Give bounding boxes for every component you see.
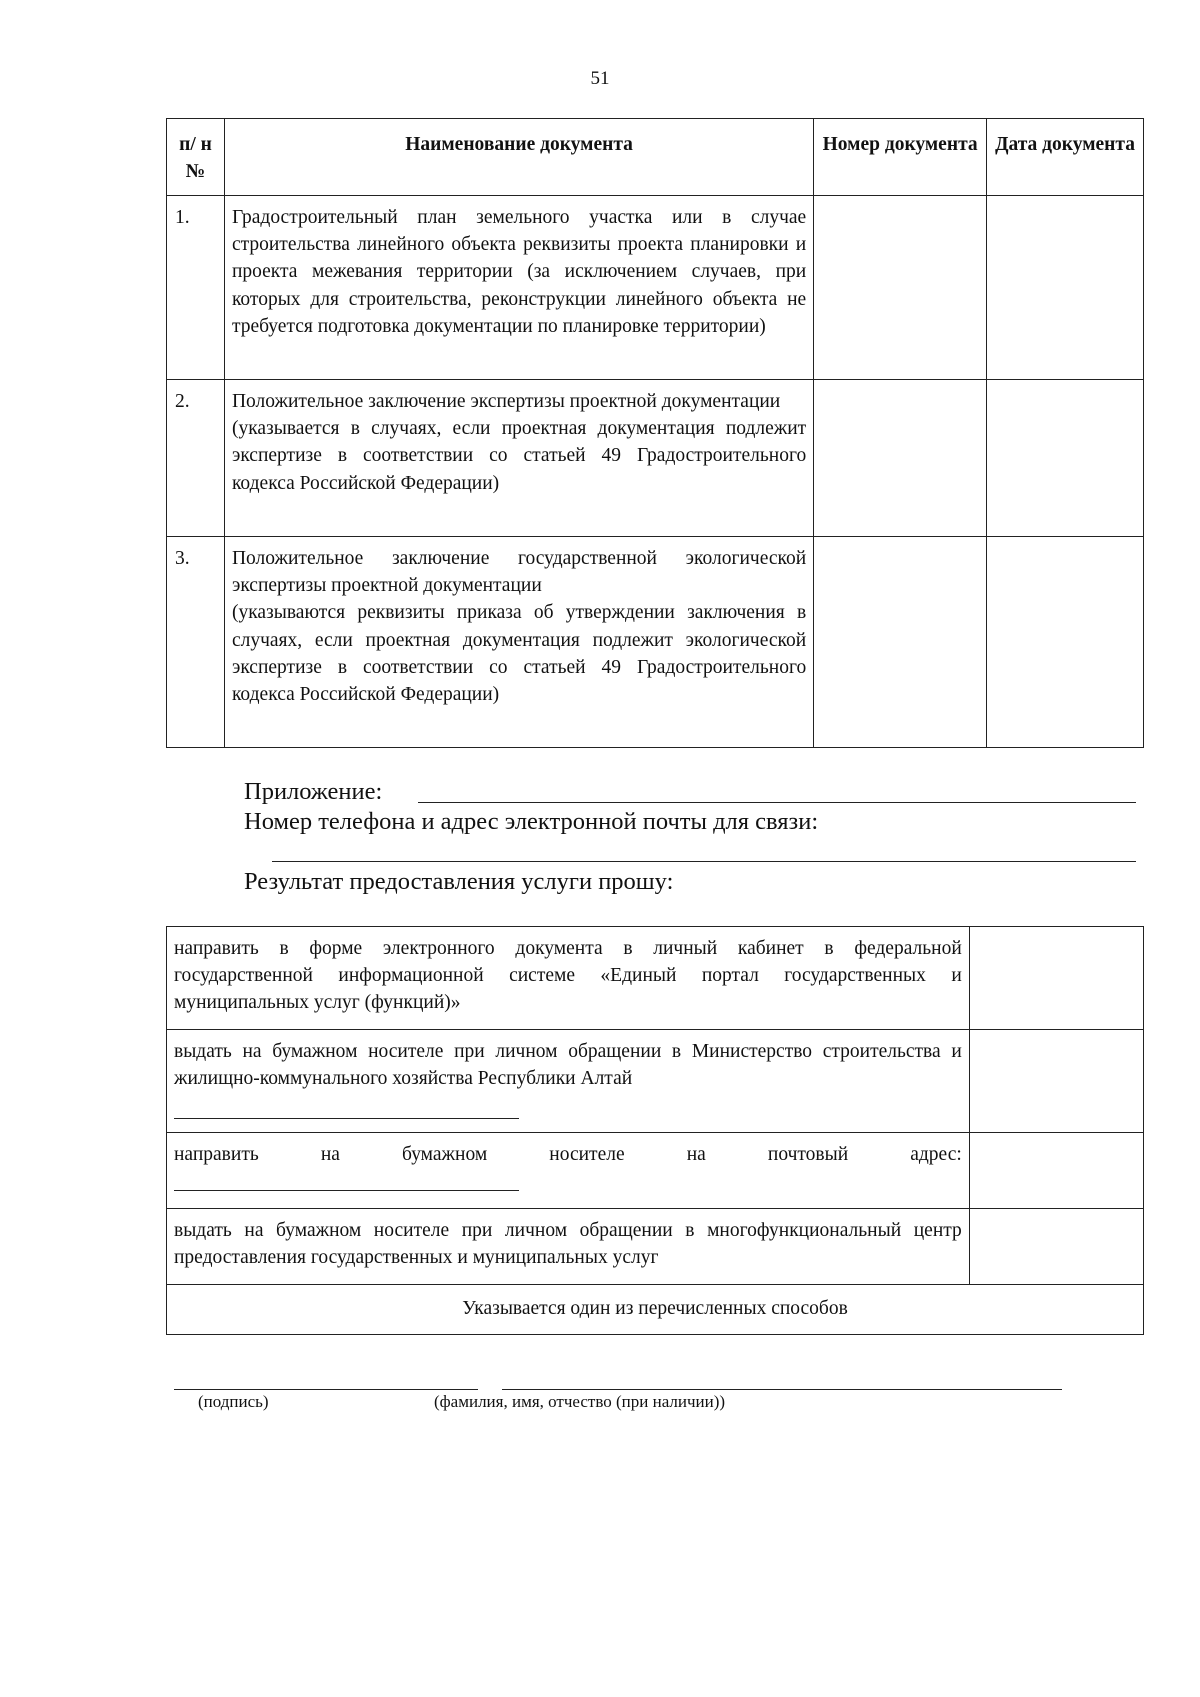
document-number-cell[interactable] [814, 537, 987, 748]
result-option-text [167, 1030, 970, 1133]
result-options-table [166, 926, 1144, 1335]
postal-address-blank-line[interactable] [174, 1190, 519, 1191]
document-name [224, 196, 813, 380]
contact-field[interactable] [272, 861, 1136, 862]
word: бумажном [402, 1144, 488, 1165]
word: почтовый [767, 1144, 849, 1165]
document-date-cell[interactable] [987, 380, 1144, 537]
full-name-caption: (фамилия, имя, отчество (при наличии)) [434, 1392, 726, 1411]
document-name [224, 380, 813, 537]
result-option-mark[interactable] [969, 1209, 1143, 1285]
postal-option-label [174, 1141, 962, 1168]
document-name-text: Положительное заключение государственной экологической экспертизы проектной документации [231, 548, 807, 597]
word: носителе [549, 1144, 625, 1165]
document-name-text: Положительное заключение экспертизы проектной документации [231, 391, 781, 412]
document-date-cell[interactable] [987, 196, 1144, 380]
result-footer-row [167, 1285, 1144, 1335]
signature-line[interactable] [174, 1389, 478, 1390]
result-option-mark[interactable] [969, 1030, 1143, 1133]
word: на [320, 1144, 340, 1165]
result-option-mark[interactable] [969, 927, 1143, 1030]
result-option-row [167, 927, 1144, 1030]
word: адрес: [910, 1144, 962, 1165]
document-number-cell[interactable] [814, 380, 987, 537]
row-number: 2. [167, 380, 225, 537]
row-number: 3. [167, 537, 225, 748]
attachment-label: Приложение: [244, 778, 383, 805]
document-number-cell[interactable] [814, 196, 987, 380]
attachment-field[interactable] [418, 802, 1136, 803]
contact-label: Номер телефона и адрес электронной почты для связи: [244, 808, 819, 835]
result-option-row [167, 1133, 1144, 1209]
document-name-note: (указывается в случаях, если проектная документация подлежит экспертизе в соответствии со статьей 49 Градостроительного кодекса Российской Федерации) [231, 418, 807, 494]
table-row [167, 537, 1144, 748]
page-number: 51 [590, 68, 610, 89]
result-option-text: выдать на бумажном носителе при личном обращении в многофункциональный центр предоставления государственных и муниципальных услуг [167, 1209, 970, 1285]
result-label: Результат предоставления услуги прошу: [244, 868, 674, 895]
result-option-text [167, 1133, 970, 1209]
result-footer-note: Указывается один из перечисленных способов [167, 1285, 1144, 1335]
result-option-row [167, 1030, 1144, 1133]
full-name-line[interactable] [502, 1389, 1062, 1390]
header-number: п/ н № [167, 119, 225, 196]
document-name [224, 537, 813, 748]
table-row [167, 380, 1144, 537]
documents-table [166, 118, 1144, 748]
word: направить [174, 1144, 259, 1165]
table-row [167, 196, 1144, 380]
header-doc-number: Номер документа [814, 119, 987, 196]
word: на [686, 1144, 706, 1165]
document-name-text: Градостроительный план земельного участка или в случае строительства линейного объекта реквизиты проекта планировки и проекта межевания территории (за исключением случаев, при которых для строительства, реконструкции линейного объекта не требуется подготовка документации по планировке территории) [231, 207, 807, 337]
document-name-note: (указываются реквизиты приказа об утверждении заключения в случаях, если проектная документация подлежит экологической экспертизе в соответствии со статьей 49 Градостроительного кодекса Российской Федерации) [231, 602, 807, 706]
header-doc-date: Дата документа [987, 119, 1144, 196]
signature-caption: (подпись) [198, 1392, 269, 1411]
result-option-label: выдать на бумажном носителе при личном обращении в Министерство строительства и жилищно-коммунального хозяйства Республики Алтай [174, 1041, 962, 1090]
header-name: Наименование документа [224, 119, 813, 196]
result-option-mark[interactable] [969, 1133, 1143, 1209]
result-option-text: направить в форме электронного документа в личный кабинет в федеральной государственной информационной системе «Единый портал государственных и муниципальных услуг (функций)» [167, 927, 970, 1030]
documents-table-header [167, 119, 1144, 196]
row-number: 1. [167, 196, 225, 380]
ministry-blank-line[interactable] [174, 1118, 519, 1119]
document-date-cell[interactable] [987, 537, 1144, 748]
result-option-row [167, 1209, 1144, 1285]
